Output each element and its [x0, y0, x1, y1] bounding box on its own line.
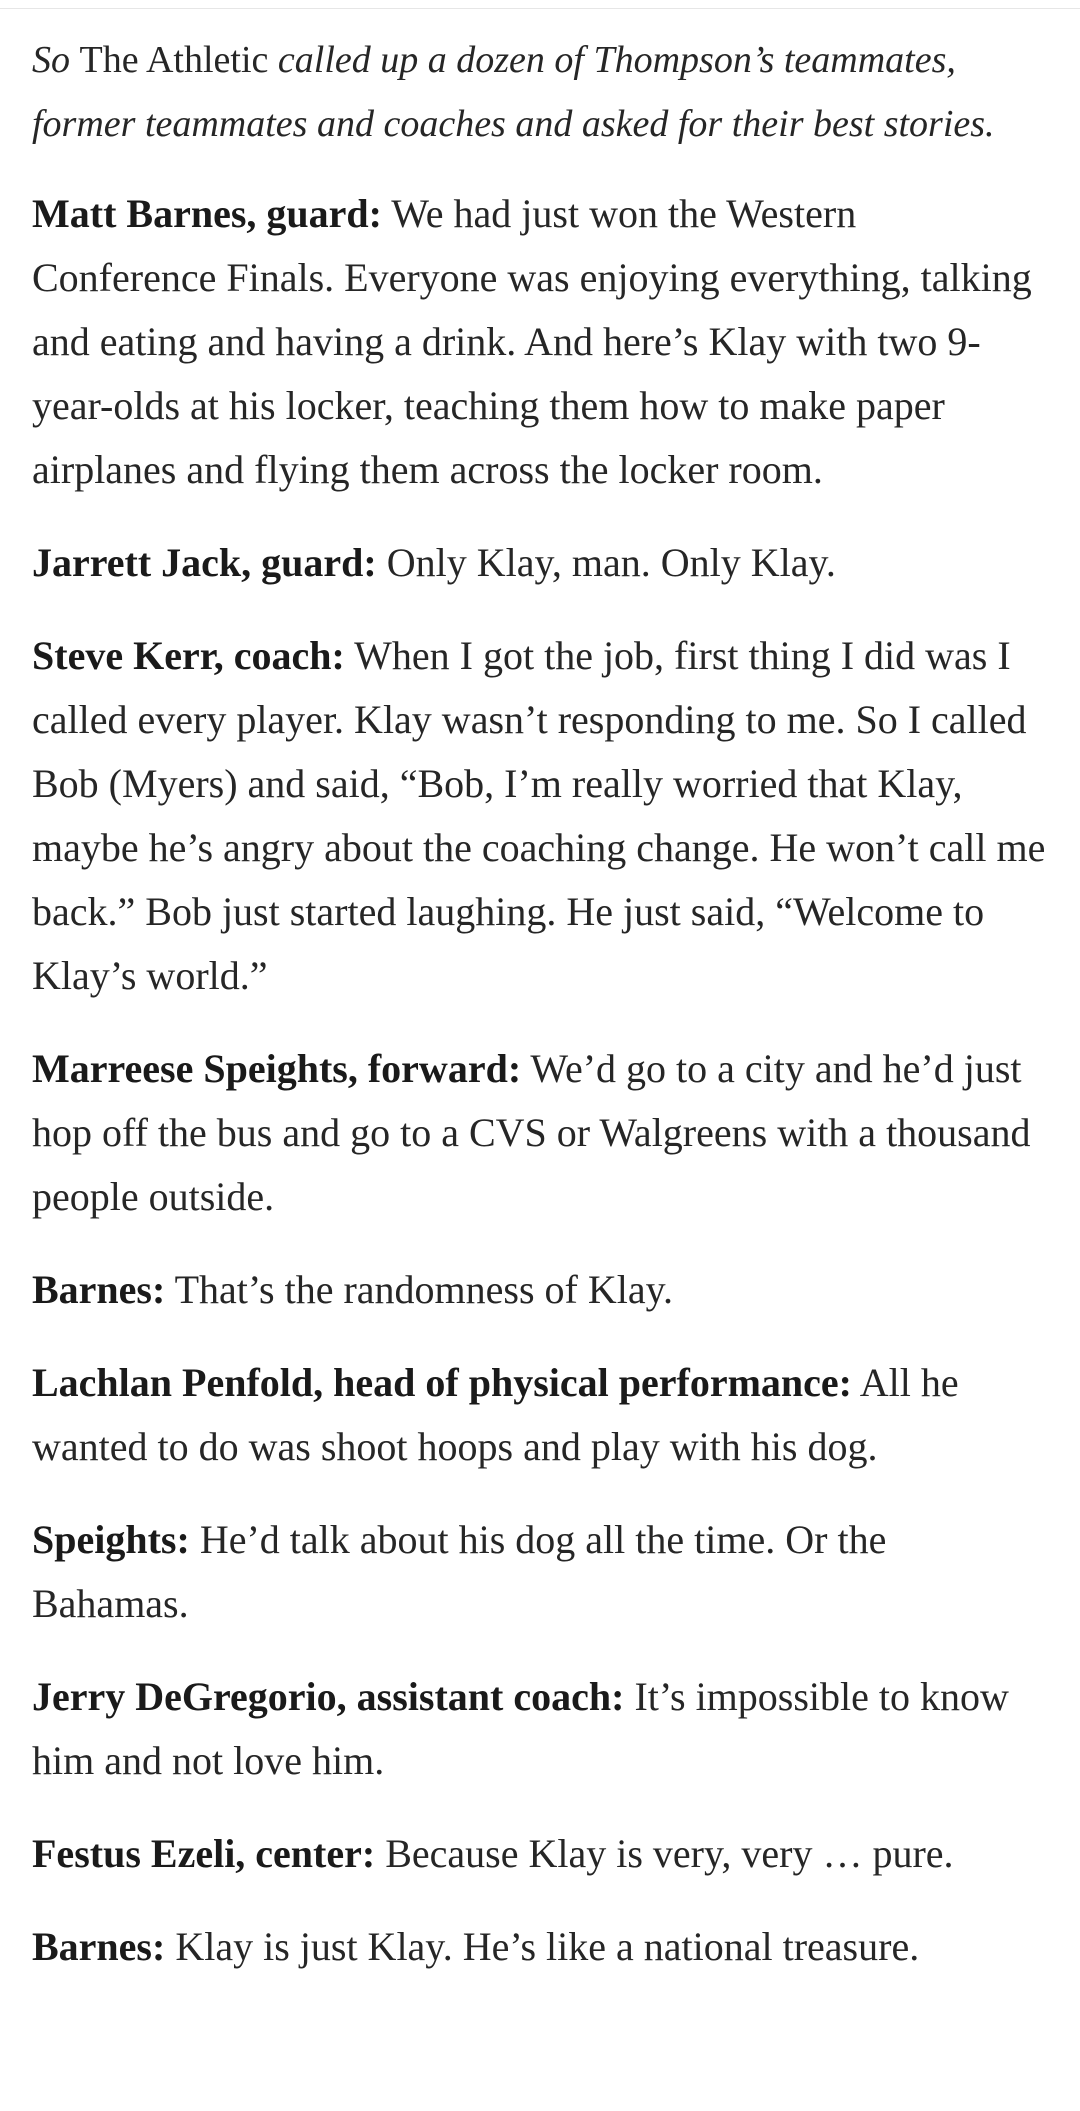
quote-speaker: Marreese Speights, forward: [32, 1046, 522, 1091]
quote-text: Only Klay, man. Only Klay. [376, 540, 836, 585]
quote-text: We had just won the Western Conference Finals. Everyone was enjoying everything, talking and eating and having a drink. And here’s Klay with two 9-year-olds at his locker, teaching them how to make paper airplanes and flying them across the locker room. [32, 191, 1032, 492]
quote-paragraph [32, 182, 1048, 502]
quote-speaker: Barnes: [32, 1267, 166, 1312]
quote-text: Because Klay is very, very … pure. [375, 1831, 954, 1876]
quote-text: That’s the randomness of Klay. [165, 1267, 674, 1312]
quote-text: We’d go to a city and he’d just hop off the bus and go to a CVS or Walgreens with a thousand people outside. [32, 1046, 1031, 1219]
intro-lead: So [32, 39, 80, 81]
quote-paragraph [32, 1258, 1048, 1322]
article-body [32, 28, 1048, 2008]
quote-speaker: Festus Ezeli, center: [32, 1831, 376, 1876]
intro-paragraph [32, 28, 1048, 156]
quote-speaker: Speights: [32, 1517, 190, 1562]
quote-paragraph [32, 1508, 1048, 1636]
quote-speaker: Jerry DeGregorio, assistant coach: [32, 1674, 625, 1719]
quote-paragraph [32, 1037, 1048, 1229]
quote-paragraph [32, 624, 1048, 1008]
quote-speaker: Barnes: [32, 1924, 166, 1969]
quote-speaker: Jarrett Jack, guard: [32, 540, 377, 585]
quote-text: When I got the job, first thing I did was I called every player. Klay wasn’t responding to me. So I called Bob (Myers) and said, “Bob, I’m really worried that Klay, maybe he’s angry about the coaching change. He won’t call me back.” Bob just started laughing. He just said, “Welcome to Klay’s world.” [32, 633, 1046, 998]
publication-name: The Athletic [79, 39, 269, 81]
quote-paragraph [32, 1351, 1048, 1479]
quote-text: All he wanted to do was shoot hoops and play with his dog. [32, 1360, 959, 1469]
quote-speaker: Lachlan Penfold, head of physical performance: [32, 1360, 852, 1405]
quote-text: He’d talk about his dog all the time. Or the Bahamas. [32, 1517, 887, 1626]
quote-speaker: Steve Kerr, coach: [32, 633, 345, 678]
quote-speaker: Matt Barnes, guard: [32, 191, 382, 236]
quote-text: It’s impossible to know him and not love him. [32, 1674, 1009, 1783]
quote-paragraph [32, 1915, 1048, 1979]
quote-paragraph [32, 1822, 1048, 1886]
quote-text: Klay is just Klay. He’s like a national treasure. [165, 1924, 920, 1969]
intro-rest: called up a dozen of Thompson’s teammates, former teammates and coaches and asked for their best stories. [32, 39, 995, 145]
quote-paragraph [32, 1665, 1048, 1793]
top-divider [0, 8, 1080, 9]
quote-paragraph [32, 531, 1048, 595]
